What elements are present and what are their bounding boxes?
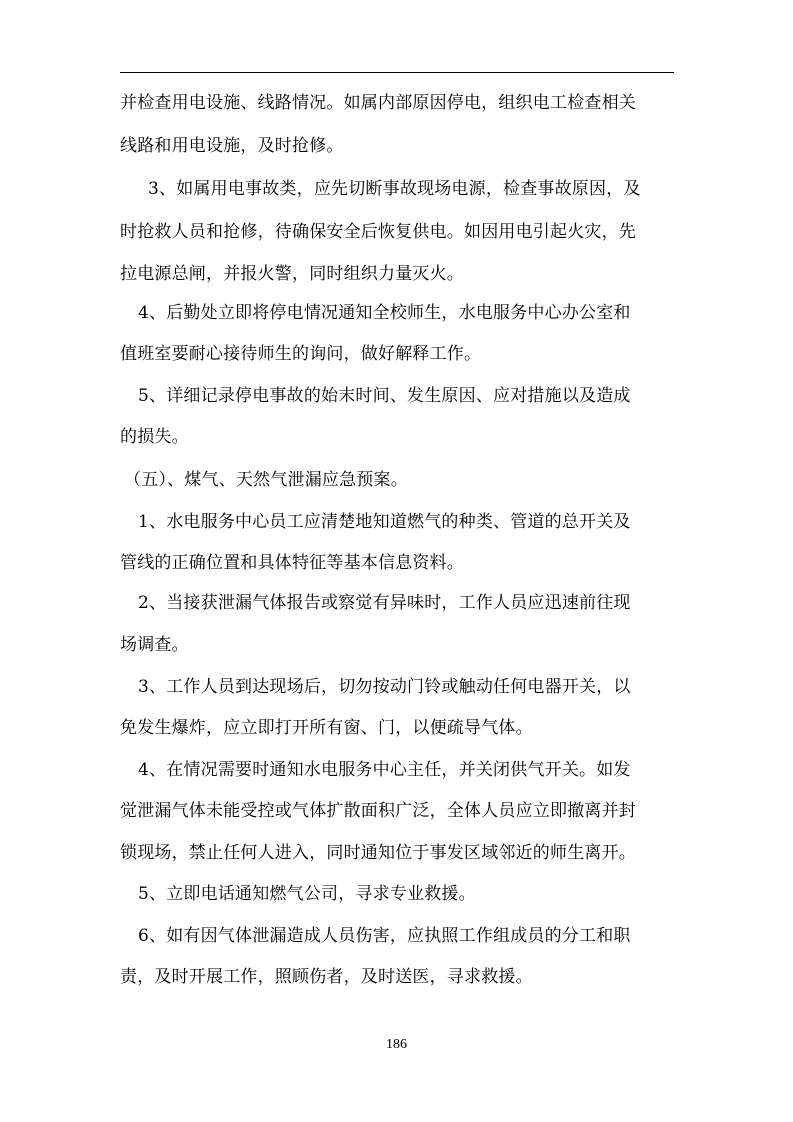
text-line: 场调查。 xyxy=(120,635,189,655)
text-line: 并检查用电设施、线路情况。如属内部原因停电，组织电工检查相关 xyxy=(120,93,636,113)
text-line: 2、当接获泄漏气体报告或察觉有异味时，工作人员应迅速前往现 xyxy=(138,593,631,613)
text-line: 管线的正确位置和具体特征等基本信息资料。 xyxy=(120,553,464,573)
text-line: 拉电源总闸，并报火警，同时组织力量灭火。 xyxy=(120,264,464,284)
section-heading: （五）、煤气、天然气泄漏应急预案。 xyxy=(124,470,408,490)
page-number: 186 xyxy=(386,1037,407,1052)
header-rule xyxy=(120,72,674,73)
text-line: 值班室要耐心接待师生的询问，做好解释工作。 xyxy=(120,344,482,364)
text-line: 6、如有因气体泄漏造成人员伤害，应执照工作组成员的分工和职 xyxy=(138,926,631,946)
text-line: 责，及时开展工作，照顾伤者，及时送医，寻求救援。 xyxy=(120,967,533,987)
text-line: 线路和用电设施，及时抢修。 xyxy=(120,136,344,156)
text-line: 3、如属用电事故类，应先切断事故现场电源，检查事故原因，及 xyxy=(148,179,641,199)
text-line: 的损失。 xyxy=(120,427,189,447)
text-line: 3、工作人员到达现场后，切勿按动门铃或触动任何电器开关，以 xyxy=(138,677,631,697)
text-line: 4、在情况需要时通知水电服务中心主任，并关闭供气开关。如发 xyxy=(138,760,631,780)
text-line: 5、立即电话通知燃气公司，寻求专业救援。 xyxy=(138,884,476,904)
text-line: 4、后勤处立即将停电情况通知全校师生，水电服务中心办公室和 xyxy=(138,303,631,323)
text-line: 锁现场，禁止任何人进入，同时通知位于事发区域邻近的师生离开。 xyxy=(120,843,636,863)
text-line: 觉泄漏气体未能受控或气体扩散面积广泛，全体人员应立即撤离并封 xyxy=(120,801,636,821)
text-line: 5、详细记录停电事故的始末时间、发生原因、应对措施以及造成 xyxy=(138,386,631,406)
text-line: 时抢救人员和抢修，待确保安全后恢复供电。如因用电引起火灾，先 xyxy=(120,222,636,242)
text-line: 免发生爆炸，应立即打开所有窗、门，以便疏导气体。 xyxy=(120,718,533,738)
text-line: 1、水电服务中心员工应清楚地知道燃气的种类、管道的总开关及 xyxy=(138,512,631,532)
